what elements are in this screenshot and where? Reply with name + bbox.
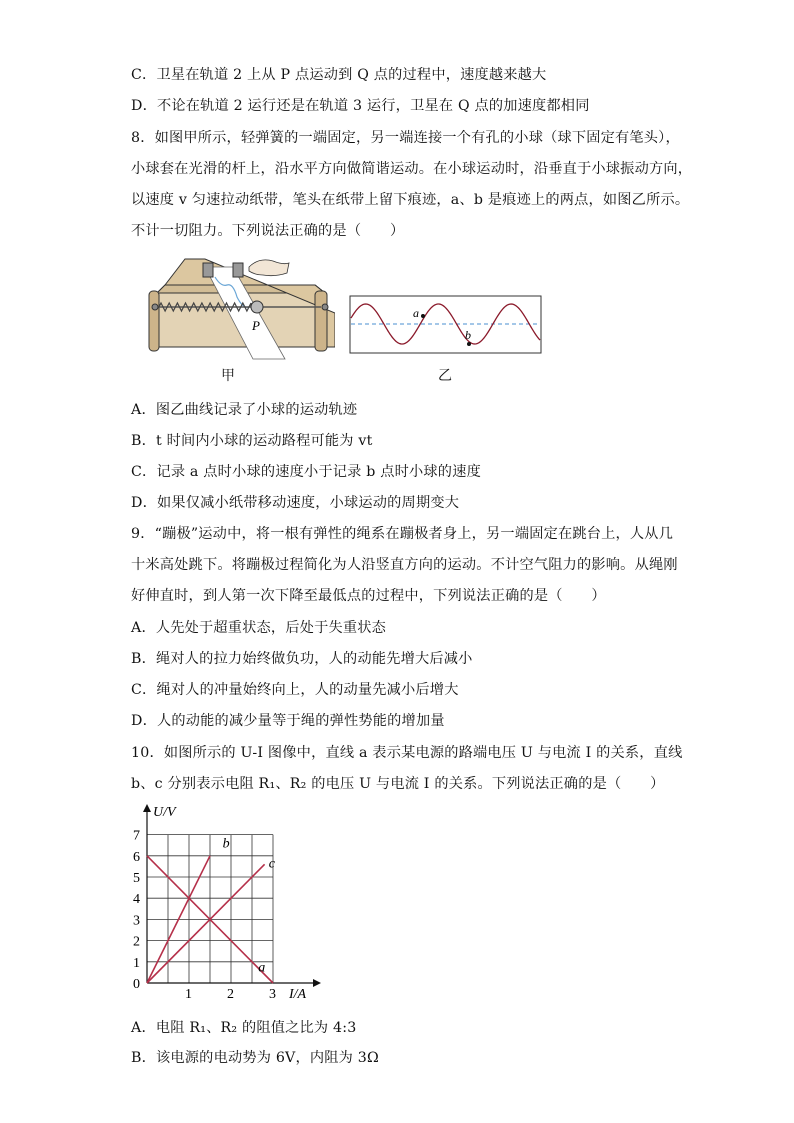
y-tick-label: 1	[133, 955, 140, 971]
line-8: C．记录 a 点时小球的速度小于记录 b 点时小球的速度	[131, 464, 481, 480]
line-2: 8．如图甲所示，轻弹簧的一端固定，另一端连接一个有孔的小球（球下固定有笔头），	[131, 130, 680, 146]
line-1: D．不论在轨道 2 运行还是在轨道 3 运行，卫星在 Q 点的加速度都相同	[131, 98, 590, 114]
figure-jia-caption: 甲	[221, 368, 235, 384]
line-18: b、c 分别表示电阻 R₁、R₂ 的电压 U 与电流 I 的关系。下列说法正确的是（ ）	[131, 776, 665, 792]
x-axis-label: I/A	[289, 987, 307, 1002]
line-13: A．人先处于超重状态，后处于失重状态	[131, 620, 387, 636]
origin-label: 0	[133, 977, 140, 992]
line-14: B．绳对人的拉力始终做负功，人的动能先增大后减小	[131, 651, 473, 667]
line-12: 好伸直时，到人第一次下降至最低点的过程中，下列说法正确的是（ ）	[131, 588, 606, 604]
series-label-c: c	[268, 856, 276, 872]
line-5: 不计一切阻力。下列说法正确的是（ ）	[131, 223, 405, 239]
spring-apparatus-drawing	[145, 255, 335, 360]
x-tick-label: 3	[269, 987, 276, 1002]
line-6: A．图乙曲线记录了小球的运动轨迹	[131, 402, 358, 418]
line-19: A．电阻 R₁、R₂ 的阻值之比为 4:3	[131, 1020, 357, 1036]
line-9: D．如果仅减小纸带移动速度，小球运动的周期变大	[131, 495, 460, 511]
line-15: C．绳对人的冲量始终向上，人的动量先减小后增大	[131, 682, 459, 698]
line-3: 小球套在光滑的杆上，沿水平方向做简谐运动。在小球运动时，沿垂直于小球振动方向，	[131, 161, 693, 177]
y-axis-label: U/V	[153, 805, 176, 820]
line-4: 以速度 v 匀速拉动纸带，笔头在纸带上留下痕迹，a、b 是痕迹上的两点，如图乙所示。	[131, 192, 690, 208]
point-label-b: b	[465, 328, 471, 342]
series-line-c	[147, 864, 265, 983]
x-tick-label: 2	[227, 987, 234, 1002]
ui-chart-svg	[125, 800, 325, 1005]
x-tick-label: 1	[185, 987, 192, 1002]
sine-trace-drawing	[349, 295, 542, 354]
y-tick-label: 3	[133, 913, 140, 929]
y-tick-label: 4	[133, 892, 140, 908]
y-tick-label: 6	[133, 849, 140, 865]
point-label-p: P	[252, 318, 260, 333]
y-tick-label: 7	[133, 828, 140, 844]
line-17: 10．如图所示的 U-I 图像中，直线 a 表示某电源的路端电压 U 与电流 I 的关系，直线	[131, 745, 683, 761]
series-label-b: b	[222, 836, 230, 852]
line-0: C．卫星在轨道 2 上从 P 点运动到 Q 点的过程中，速度越来越大	[131, 67, 547, 83]
line-16: D．人的动能的减少量等于绳的弹性势能的增加量	[131, 713, 445, 729]
line-11: 十米高处跳下。将蹦极过程简化为人沿竖直方向的运动。不计空气阻力的影响。从绳刚	[131, 557, 678, 573]
series-label-a: a	[258, 960, 266, 976]
figure-yi-caption: 乙	[438, 368, 452, 384]
y-tick-label: 2	[133, 934, 140, 950]
point-label-a: a	[413, 306, 419, 320]
line-10: 9．“蹦极”运动中，将一根有弹性的绳系在蹦极者身上，另一端固定在跳台上，人从几	[131, 526, 674, 542]
figure-jia	[145, 255, 335, 360]
line-20: B．该电源的电动势为 6V，内阻为 3Ω	[131, 1050, 379, 1066]
ui-chart	[125, 800, 325, 1005]
line-7: B．t 时间内小球的运动路程可能为 vt	[131, 433, 373, 449]
figure-yi	[349, 295, 542, 354]
y-tick-label: 5	[133, 871, 140, 886]
